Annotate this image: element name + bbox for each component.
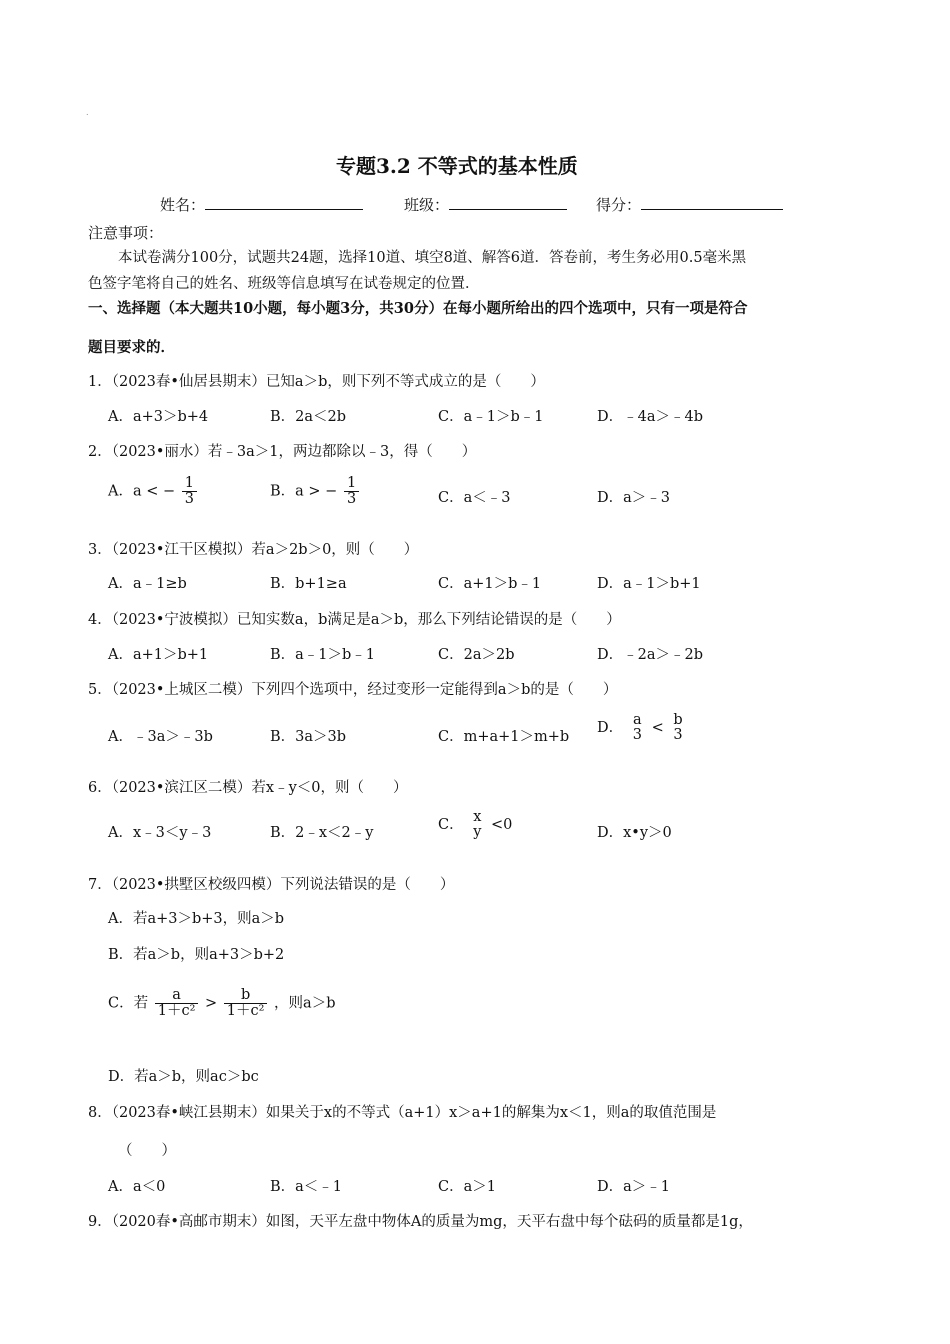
- q5-option-d-fraction-a: a 3: [632, 712, 642, 744]
- notes-line-2: 色签字笔将自己的姓名、班级等信息填写在试卷规定的位置．: [88, 276, 480, 292]
- q7-stem: 7．（2023•拱墅区校级四模）下列说法错误的是（ ）: [88, 877, 455, 893]
- q3-option-d[interactable]: D．a﹣1＞b+1: [597, 576, 701, 592]
- q7-option-c-fraction-a: $\frac{a}{\text{1＋c²}}$: [155, 988, 199, 1019]
- notes-line-1: 本试卷满分100分，试题共24题，选择10道、填空8道、解答6道．答卷前，考生务必用0.5毫米黑: [118, 250, 747, 266]
- score-blank[interactable]: [641, 195, 783, 210]
- q4-option-b[interactable]: B．a﹣1＞b﹣1: [270, 647, 376, 663]
- q1-option-c[interactable]: C．a﹣1＞b﹣1: [438, 409, 544, 425]
- q2-option-c[interactable]: C．a＜﹣3: [438, 490, 511, 506]
- q5-option-b[interactable]: B．3a＞3b: [270, 729, 347, 745]
- name-label: 姓名：: [160, 196, 206, 214]
- q1-option-b[interactable]: B．2a＜2b: [270, 409, 347, 425]
- q4-option-a[interactable]: A．a+1＞b+1: [108, 647, 209, 663]
- q2-option-b-fraction: $\frac{1}{3}$: [344, 476, 359, 507]
- q2-option-a-label: A．a <: [108, 483, 159, 500]
- q1-option-a[interactable]: A．a+3＞b+4: [108, 409, 209, 425]
- name-blank[interactable]: [205, 195, 363, 210]
- q7-option-c-label: C．若: [108, 995, 149, 1012]
- section-heading-2: 题目要求的．: [88, 339, 175, 356]
- q6-option-c-label: C．: [438, 817, 464, 834]
- q7-option-c-op: >: [205, 995, 218, 1012]
- q7-option-c-tail: ，则a＞b: [274, 995, 336, 1012]
- q8-stem-cont: （ ）: [118, 1143, 176, 1159]
- q4-option-d[interactable]: D．﹣2a＞﹣2b: [597, 647, 704, 663]
- q4-option-c[interactable]: C．2a＞2b: [438, 647, 515, 663]
- q5-option-a[interactable]: A．﹣3a＞﹣3b: [108, 729, 213, 745]
- q6-option-a[interactable]: A．x﹣3＜y﹣3: [108, 825, 212, 841]
- q8-stem: 8．（2023春•峡江县期末）如果关于x的不等式（a+1）x＞a+1的解集为x＜1，则a的取值范围是: [88, 1105, 717, 1121]
- q2-stem: 2．（2023•丽水）若﹣3a＞1，两边都除以﹣3，得（ ）: [88, 444, 477, 460]
- q2-option-b-label: B．a >: [270, 483, 321, 500]
- q9-stem: 9．（2020春•高邮市期末）如图，天平左盘中物体A的质量为mg，天平右盘中每个砝码的质量都是1g，: [88, 1214, 753, 1230]
- q2-option-a-neg: −: [162, 483, 176, 500]
- section-heading-1: 一、选择题（本大题共10小题，每小题3分，共30分）在每小题所给出的四个选项中，只有一项是符合: [88, 300, 748, 317]
- q8-option-d[interactable]: D．a＞﹣1: [597, 1179, 670, 1195]
- q5-option-d-op: <: [651, 720, 664, 737]
- q3-stem: 3．（2023•江干区模拟）若a＞2b＞0，则（ ）: [88, 542, 419, 558]
- q7-option-c-fraction-b: $\frac{b}{\text{1＋c²}}$: [224, 988, 268, 1019]
- class-blank[interactable]: [449, 195, 567, 210]
- score-label: 得分：: [596, 196, 642, 214]
- top-mark: .: [86, 108, 89, 117]
- q5-option-d-fraction-b: b 3: [673, 712, 683, 744]
- score-field[interactable]: [596, 194, 783, 215]
- notes-heading: 注意事项：: [88, 224, 164, 242]
- class-label: 班级：: [404, 196, 450, 214]
- q6-stem: 6．（2023•滨江区二模）若x﹣y＜0，则（ ）: [88, 780, 408, 796]
- class-field[interactable]: [404, 194, 567, 215]
- q3-option-a[interactable]: A．a﹣1≥b: [108, 576, 187, 592]
- q1-option-d[interactable]: D．﹣4a＞﹣4b: [597, 409, 704, 425]
- q7-option-a[interactable]: A．若a+3＞b+3，则a＞b: [108, 911, 285, 927]
- q5-option-c[interactable]: C．m+a+1＞m+b: [438, 729, 570, 745]
- q3-option-b[interactable]: B．b+1≥a: [270, 576, 347, 592]
- q8-option-b[interactable]: B．a＜﹣1: [270, 1179, 343, 1195]
- q6-option-c[interactable]: [438, 810, 512, 840]
- q6-option-d[interactable]: D．x•y＞0: [597, 825, 672, 841]
- q3-option-c[interactable]: C．a+1＞b﹣1: [438, 576, 542, 592]
- q2-option-b[interactable]: [270, 476, 361, 507]
- q2-option-b-neg: −: [325, 483, 338, 500]
- q6-option-c-fraction: x y: [473, 809, 482, 841]
- q7-option-d[interactable]: D．若a＞b，则ac＞bc: [108, 1069, 259, 1085]
- q5-stem: 5．（2023•上城区二模）下列四个选项中，经过变形一定能得到a＞b的是（ ）: [88, 682, 618, 698]
- page-title: 专题3.2 不等式的基本性质: [336, 154, 578, 178]
- q8-option-a[interactable]: A．a＜0: [108, 1179, 166, 1195]
- q7-option-b[interactable]: B．若a＞b，则a+3＞b+2: [108, 947, 285, 963]
- q6-option-b[interactable]: B．2﹣x＜2﹣y: [270, 825, 374, 841]
- q6-option-c-tail: <0: [491, 817, 513, 834]
- q4-stem: 4．（2023•宁波模拟）已知实数a，b满足是a＞b，那么下列结论错误的是（ ）: [88, 612, 621, 628]
- q2-option-a[interactable]: [108, 476, 199, 507]
- q5-option-d-label: D．: [597, 720, 624, 737]
- q8-option-c[interactable]: C．a＞1: [438, 1179, 496, 1195]
- q7-option-c[interactable]: [108, 988, 335, 1019]
- q1-stem: 1．（2023春•仙居县期末）已知a＞b，则下列不等式成立的是（ ）: [88, 374, 545, 390]
- q2-option-a-fraction: $\frac{1}{3}$: [182, 476, 197, 507]
- name-field[interactable]: [160, 194, 363, 215]
- q5-option-d[interactable]: [597, 713, 688, 743]
- q2-option-d[interactable]: D．a＞﹣3: [597, 490, 670, 506]
